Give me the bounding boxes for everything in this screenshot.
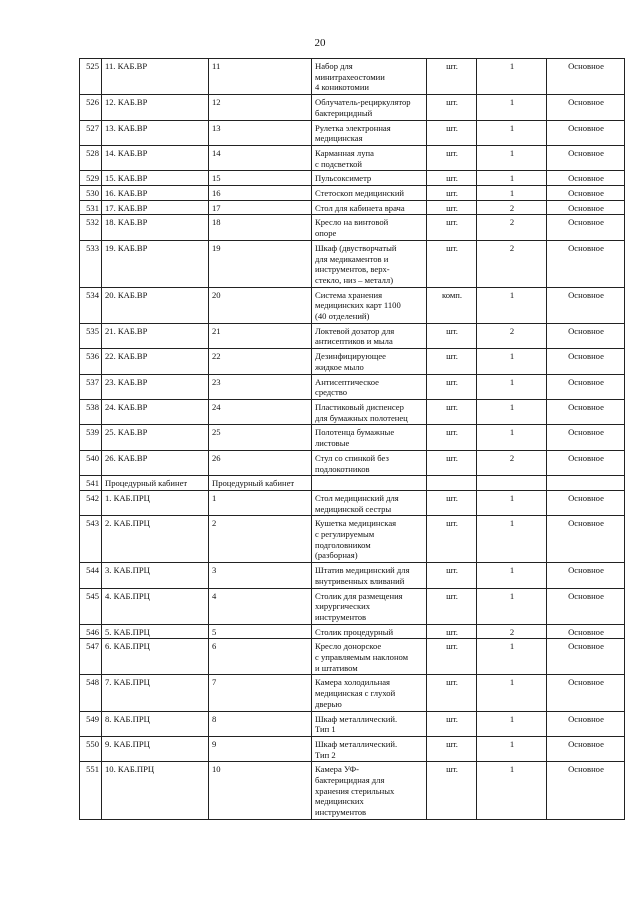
row-number: 541	[80, 476, 102, 491]
item-unit: шт.	[427, 59, 477, 95]
item-quantity: 2	[477, 240, 547, 287]
item-type: Основное	[547, 240, 625, 287]
item-position: 23	[209, 374, 312, 399]
table-row	[80, 374, 625, 399]
item-type: Основное	[547, 736, 625, 761]
item-position: 1	[209, 490, 312, 515]
item-position: 26	[209, 450, 312, 475]
item-quantity	[477, 476, 547, 491]
item-code: 25. КАБ.ВР	[102, 425, 209, 450]
item-name: Шкаф металлический. Тип 1	[312, 711, 427, 736]
item-code: 17. КАБ.ВР	[102, 200, 209, 215]
item-unit: шт.	[427, 145, 477, 170]
table-row	[80, 490, 625, 515]
item-unit: шт.	[427, 425, 477, 450]
item-quantity: 1	[477, 186, 547, 201]
item-type: Основное	[547, 186, 625, 201]
item-name: Полотенца бумажные листовые	[312, 425, 427, 450]
item-quantity: 2	[477, 323, 547, 348]
row-number: 547	[80, 639, 102, 675]
item-unit: шт.	[427, 323, 477, 348]
item-quantity: 1	[477, 425, 547, 450]
row-number: 545	[80, 588, 102, 624]
item-code: 2. КАБ.ПРЦ	[102, 516, 209, 563]
item-unit: шт.	[427, 95, 477, 120]
item-unit: шт.	[427, 349, 477, 374]
item-position: 13	[209, 120, 312, 145]
item-type: Основное	[547, 588, 625, 624]
item-type: Основное	[547, 349, 625, 374]
table-row	[80, 516, 625, 563]
row-number: 548	[80, 675, 102, 711]
item-unit: шт.	[427, 516, 477, 563]
item-unit: шт.	[427, 215, 477, 240]
row-number: 538	[80, 399, 102, 424]
item-unit: шт.	[427, 450, 477, 475]
item-position: 4	[209, 588, 312, 624]
item-code: 20. КАБ.ВР	[102, 287, 209, 323]
row-number: 527	[80, 120, 102, 145]
item-unit: шт.	[427, 171, 477, 186]
table-row	[80, 186, 625, 201]
item-quantity: 2	[477, 624, 547, 639]
table-row	[80, 95, 625, 120]
item-code: 21. КАБ.ВР	[102, 323, 209, 348]
item-quantity: 1	[477, 120, 547, 145]
item-unit: шт.	[427, 490, 477, 515]
row-number: 543	[80, 516, 102, 563]
item-name: Камера холодильная медицинская с глухой дверью	[312, 675, 427, 711]
item-type: Основное	[547, 323, 625, 348]
item-unit: шт.	[427, 736, 477, 761]
table-row	[80, 624, 625, 639]
item-type: Основное	[547, 374, 625, 399]
item-code: 26. КАБ.ВР	[102, 450, 209, 475]
item-name: Пульсоксиметр	[312, 171, 427, 186]
item-quantity: 1	[477, 675, 547, 711]
table-row	[80, 425, 625, 450]
row-number: 528	[80, 145, 102, 170]
item-position: 14	[209, 145, 312, 170]
page-number: 20	[314, 37, 326, 49]
table-row	[80, 120, 625, 145]
item-position: 24	[209, 399, 312, 424]
item-position: 16	[209, 186, 312, 201]
table-row	[80, 762, 625, 820]
row-number: 537	[80, 374, 102, 399]
item-quantity: 1	[477, 171, 547, 186]
item-name: Штатив медицинский для внутривенных вливаний	[312, 563, 427, 588]
row-number: 549	[80, 711, 102, 736]
item-position: 8	[209, 711, 312, 736]
item-quantity: 1	[477, 639, 547, 675]
item-quantity: 1	[477, 399, 547, 424]
item-name: Кресло на винтовой опоре	[312, 215, 427, 240]
item-unit: шт.	[427, 639, 477, 675]
item-code: 11. КАБ.ВР	[102, 59, 209, 95]
table-row	[80, 588, 625, 624]
item-code: 13. КАБ.ВР	[102, 120, 209, 145]
item-code: 6. КАБ.ПРЦ	[102, 639, 209, 675]
item-quantity: 2	[477, 450, 547, 475]
item-type: Основное	[547, 563, 625, 588]
item-code: 15. КАБ.ВР	[102, 171, 209, 186]
item-code: 22. КАБ.ВР	[102, 349, 209, 374]
item-quantity: 1	[477, 516, 547, 563]
item-position: 12	[209, 95, 312, 120]
item-type: Основное	[547, 287, 625, 323]
item-unit: шт.	[427, 675, 477, 711]
item-type: Основное	[547, 399, 625, 424]
table-row	[80, 450, 625, 475]
item-position: 5	[209, 624, 312, 639]
item-position: 3	[209, 563, 312, 588]
item-code: 16. КАБ.ВР	[102, 186, 209, 201]
item-position: 17	[209, 200, 312, 215]
item-type: Основное	[547, 450, 625, 475]
item-position: 19	[209, 240, 312, 287]
item-position: 18	[209, 215, 312, 240]
item-name: Дезинфицирующее жидкое мыло	[312, 349, 427, 374]
item-unit: шт.	[427, 200, 477, 215]
row-number: 540	[80, 450, 102, 475]
row-number: 542	[80, 490, 102, 515]
item-code: 18. КАБ.ВР	[102, 215, 209, 240]
item-unit	[427, 476, 477, 491]
row-number: 525	[80, 59, 102, 95]
equipment-table-body	[80, 59, 625, 820]
row-number: 529	[80, 171, 102, 186]
table-row	[80, 476, 625, 491]
item-unit: шт.	[427, 711, 477, 736]
item-type: Основное	[547, 145, 625, 170]
item-quantity: 1	[477, 145, 547, 170]
item-name: Камера УФ- бактерицидная для хранения стерильных медицинских инструментов	[312, 762, 427, 820]
item-name: Кресло донорское с управляемым наклоном и штативом	[312, 639, 427, 675]
row-number: 536	[80, 349, 102, 374]
item-type: Основное	[547, 215, 625, 240]
row-number: 546	[80, 624, 102, 639]
item-unit: шт.	[427, 186, 477, 201]
item-name: Стетоскоп медицинский	[312, 186, 427, 201]
item-code: 8. КАБ.ПРЦ	[102, 711, 209, 736]
item-type: Основное	[547, 762, 625, 820]
item-code: 19. КАБ.ВР	[102, 240, 209, 287]
table-row	[80, 145, 625, 170]
item-quantity: 2	[477, 200, 547, 215]
item-position: 25	[209, 425, 312, 450]
row-number: 551	[80, 762, 102, 820]
item-position: 11	[209, 59, 312, 95]
item-quantity: 2	[477, 215, 547, 240]
item-position: 2	[209, 516, 312, 563]
item-name	[312, 476, 427, 491]
table-row	[80, 215, 625, 240]
item-position: 9	[209, 736, 312, 761]
item-quantity: 1	[477, 490, 547, 515]
item-position: 10	[209, 762, 312, 820]
item-name: Шкаф металлический. Тип 2	[312, 736, 427, 761]
row-number: 526	[80, 95, 102, 120]
table-row	[80, 675, 625, 711]
item-position: 20	[209, 287, 312, 323]
row-number: 530	[80, 186, 102, 201]
item-position: 7	[209, 675, 312, 711]
item-code: Процедурный кабинет	[102, 476, 209, 491]
item-name: Пластиковый диспенсер для бумажных полотенец	[312, 399, 427, 424]
row-number: 544	[80, 563, 102, 588]
item-quantity: 1	[477, 287, 547, 323]
table-row	[80, 349, 625, 374]
item-unit: шт.	[427, 563, 477, 588]
item-quantity: 1	[477, 59, 547, 95]
item-type: Основное	[547, 425, 625, 450]
item-quantity: 1	[477, 588, 547, 624]
item-name: Кушетка медицинская с регулируемым подголовником (разборная)	[312, 516, 427, 563]
item-quantity: 1	[477, 95, 547, 120]
item-code: 7. КАБ.ПРЦ	[102, 675, 209, 711]
item-type: Основное	[547, 95, 625, 120]
item-code: 24. КАБ.ВР	[102, 399, 209, 424]
item-quantity: 1	[477, 762, 547, 820]
item-name: Набор для минитрахеостомии 4 коникотомии	[312, 59, 427, 95]
table-row	[80, 711, 625, 736]
item-position: Процедурный кабинет	[209, 476, 312, 491]
item-quantity: 1	[477, 563, 547, 588]
item-type	[547, 476, 625, 491]
table-row	[80, 59, 625, 95]
item-name: Антисептическое средство	[312, 374, 427, 399]
item-name: Карманная лупа с подсветкой	[312, 145, 427, 170]
item-quantity: 1	[477, 711, 547, 736]
item-code: 14. КАБ.ВР	[102, 145, 209, 170]
row-number: 534	[80, 287, 102, 323]
item-type: Основное	[547, 59, 625, 95]
row-number: 539	[80, 425, 102, 450]
item-type: Основное	[547, 490, 625, 515]
item-position: 22	[209, 349, 312, 374]
row-number: 535	[80, 323, 102, 348]
item-name: Столик процедурный	[312, 624, 427, 639]
row-number: 531	[80, 200, 102, 215]
item-unit: шт.	[427, 762, 477, 820]
item-quantity: 1	[477, 374, 547, 399]
table-row	[80, 399, 625, 424]
item-code: 3. КАБ.ПРЦ	[102, 563, 209, 588]
table-row	[80, 323, 625, 348]
row-number: 533	[80, 240, 102, 287]
item-type: Основное	[547, 639, 625, 675]
item-code: 23. КАБ.ВР	[102, 374, 209, 399]
item-code: 4. КАБ.ПРЦ	[102, 588, 209, 624]
item-unit: шт.	[427, 588, 477, 624]
item-type: Основное	[547, 711, 625, 736]
item-quantity: 1	[477, 349, 547, 374]
item-type: Основное	[547, 200, 625, 215]
equipment-table	[79, 58, 625, 820]
item-type: Основное	[547, 675, 625, 711]
item-quantity: 1	[477, 736, 547, 761]
row-number: 550	[80, 736, 102, 761]
item-type: Основное	[547, 624, 625, 639]
item-position: 6	[209, 639, 312, 675]
item-code: 10. КАБ.ПРЦ	[102, 762, 209, 820]
table-row	[80, 240, 625, 287]
item-unit: шт.	[427, 240, 477, 287]
item-code: 5. КАБ.ПРЦ	[102, 624, 209, 639]
item-type: Основное	[547, 171, 625, 186]
item-name: Столик для размещения хирургических инструментов	[312, 588, 427, 624]
item-position: 21	[209, 323, 312, 348]
item-code: 9. КАБ.ПРЦ	[102, 736, 209, 761]
table-row	[80, 639, 625, 675]
table-row	[80, 736, 625, 761]
item-name: Облучатель-рециркулятор бактерицидный	[312, 95, 427, 120]
item-name: Шкаф (двустворчатый для медикаментов и инструментов, верх- стекло, низ – металл)	[312, 240, 427, 287]
item-code: 12. КАБ.ВР	[102, 95, 209, 120]
item-position: 15	[209, 171, 312, 186]
item-name: Стул со спинкой без подлокотников	[312, 450, 427, 475]
item-unit: шт.	[427, 374, 477, 399]
item-code: 1. КАБ.ПРЦ	[102, 490, 209, 515]
table-row	[80, 563, 625, 588]
item-type: Основное	[547, 120, 625, 145]
item-name: Рулетка электронная медицинская	[312, 120, 427, 145]
table-row	[80, 171, 625, 186]
item-name: Стол для кабинета врача	[312, 200, 427, 215]
item-unit: шт.	[427, 624, 477, 639]
table-row	[80, 287, 625, 323]
item-unit: шт.	[427, 120, 477, 145]
item-name: Система хранения медицинских карт 1100 (40 отделений)	[312, 287, 427, 323]
item-name: Локтевой дозатор для антисептиков и мыла	[312, 323, 427, 348]
table-row	[80, 200, 625, 215]
item-unit: комп.	[427, 287, 477, 323]
item-type: Основное	[547, 516, 625, 563]
row-number: 532	[80, 215, 102, 240]
item-name: Стол медицинский для медицинской сестры	[312, 490, 427, 515]
item-unit: шт.	[427, 399, 477, 424]
